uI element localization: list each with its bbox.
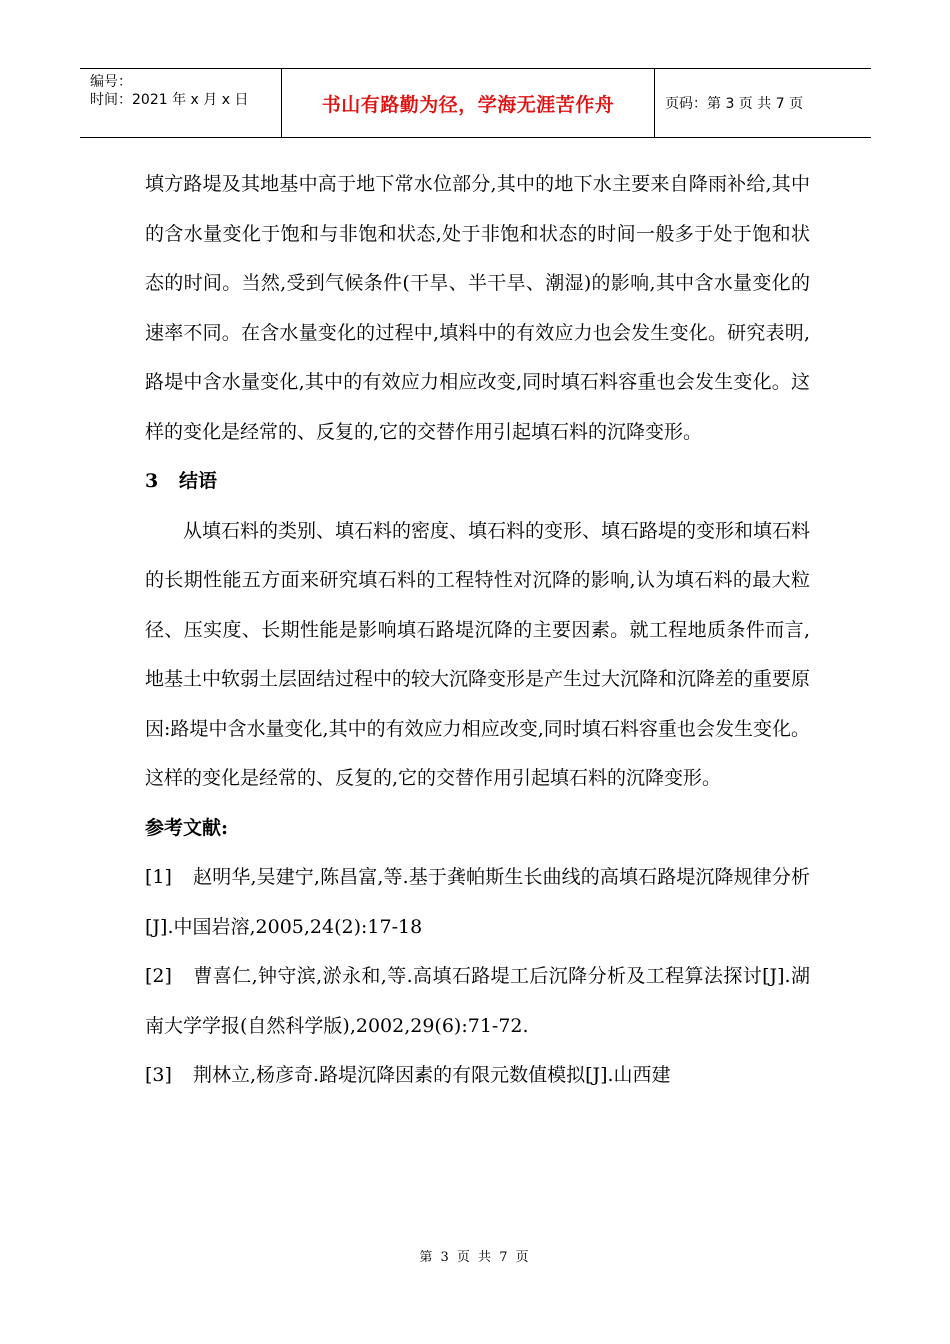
reference-number: [3]	[145, 1064, 172, 1086]
reference-number: [1]	[145, 866, 172, 888]
section-heading	[145, 457, 810, 507]
section-number: 3	[145, 470, 159, 492]
reference-number: [2]	[145, 965, 172, 987]
reference-item	[145, 952, 810, 1051]
reference-text: 赵明华,吴建宁,陈昌富,等.基于龚帕斯生长曲线的高填石路堤沉降规律分析[J].中国岩溶,2005,24(2):17-18	[145, 866, 810, 938]
header-meta	[80, 69, 282, 137]
header-motto: 书山有路勤为径，学海无涯苦作舟	[282, 69, 655, 137]
paragraph-2: 从填石料的类别、填石料的密度、填石料的变形、填石路堤的变形和填石料的长期性能五方面来研究填石料的工程特性对沉降的影响,认为填石料的最大粒径、压实度、长期性能是影响填石路堤沉降的主要因素。就工程地质条件而言,地基土中软弱土层固结过程中的较大沉降变形是产生过大沉降和沉降差的重要原因:路堤中含水量变化,其中的有效应力相应改变,同时填石料容重也会发生变化。这样的变化是经常的、反复的,它的交替作用引起填石料的沉降变形。	[145, 519, 811, 789]
paragraph-1: 填方路堤及其地基中高于地下常水位部分,其中的地下水主要来自降雨补给,其中的含水量变化于饱和与非饱和状态,处于非饱和状态的时间一般多于处于饱和状态的时间。当然,受到气候条件(干旱、半干旱、潮湿)的影响,其中含水量变化的速率不同。在含水量变化的过程中,填料中的有效应力也会发生变化。研究表明,路堤中含水量变化,其中的有效应力相应改变,同时填石料容重也会发生变化。这样的变化是经常的、反复的,它的交替作用引起填石料的沉降变形。	[145, 173, 810, 443]
reference-text: 曹喜仁,钟守滨,淤永和,等.高填石路堤工后沉降分析及工程算法探讨[J].湖南大学学报(自然科学版),2002,29(6):71-72.	[145, 965, 810, 1037]
section-title: 结语	[179, 470, 218, 492]
document-number-label: 编号：	[90, 74, 132, 90]
document-time-label: 时间：2021 年 x 月 x 日	[90, 92, 249, 108]
header-page-info: 页码：第 3 页 共 7 页	[665, 96, 804, 112]
reference-item	[145, 1051, 810, 1101]
page-footer: 第 3 页 共 7 页	[419, 1250, 531, 1265]
reference-item	[145, 853, 810, 952]
page-header	[80, 68, 871, 138]
references-title: 参考文献:	[145, 816, 229, 839]
reference-text: 荆林立,杨彦奇.路堤沉降因素的有限元数值模拟[J].山西建	[193, 1064, 671, 1086]
document-body	[145, 160, 810, 1101]
